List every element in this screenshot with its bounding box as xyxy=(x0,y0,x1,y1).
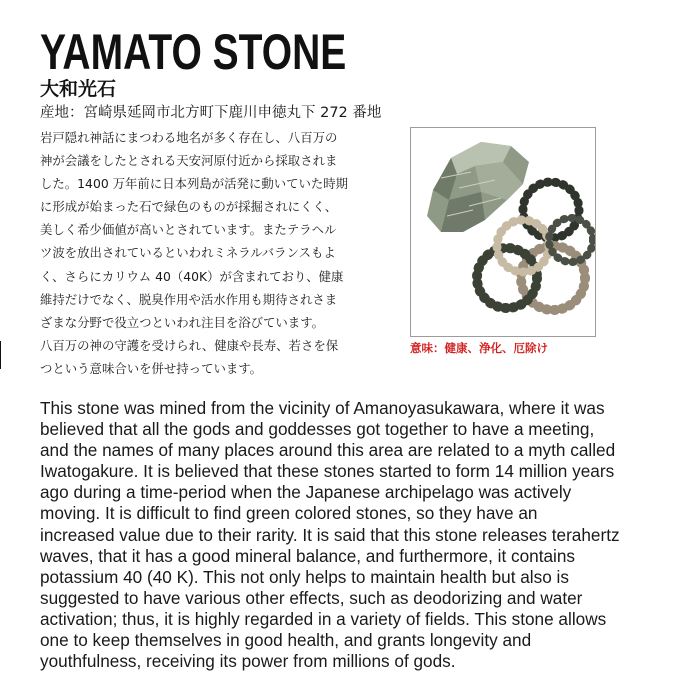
margin-mark xyxy=(0,341,1,369)
japanese-description-line: つという意味合いを併せ持っています。 xyxy=(40,360,263,376)
japanese-description-line: に形成が始まった石で緑色のものが採掘されにくく、 xyxy=(40,199,338,215)
japanese-description-line: ざまな分野で役立つといわれ注目を浴びています。 xyxy=(40,314,324,330)
english-description-line: Iwatogakure. It is believed that these stones started to form 14 million years xyxy=(40,461,615,482)
product-photo xyxy=(410,127,596,337)
stone-and-bracelets-illustration xyxy=(411,128,595,336)
english-description-line: increased value due to their rarity. It is said that this stone releases terahertz xyxy=(40,524,620,545)
japanese-description-line: 神が会議をしたとされる天安河原付近から採取されま xyxy=(40,153,338,169)
english-description-line: potassium 40 (40 K). This not only helps to maintain health but also is xyxy=(40,566,569,587)
english-description-line: This stone was mined from the vicinity of Amanoyasukawara, where it was xyxy=(40,398,605,418)
english-description-line: activation; thus, it is highly regarded in a variety of fields. This stone allows xyxy=(40,608,607,629)
english-description-line: believed that all the gods and goddesses got together to have a meeting, xyxy=(40,419,595,440)
page-title: YAMATO STONE xyxy=(40,24,347,80)
japanese-description-line: 岩戸隠れ神話にまつわる地名が多く存在し、八百万の xyxy=(40,130,338,145)
origin-location: 産地：宮崎県延岡市北方町下鹿川申徳丸下 272 番地 xyxy=(40,105,382,121)
meaning-caption: 意味：健康、浄化、厄除け xyxy=(410,341,548,355)
japanese-description-line: ツ波を放出されているといわれミネラルバランスもよ xyxy=(40,245,336,261)
japanese-description-line: 美しく希少価値が高いとされています。またテラヘル xyxy=(40,222,337,238)
japanese-description-line: 維持だけでなく、脱臭作用や活水作用も期待されさま xyxy=(40,291,338,307)
japanese-description xyxy=(40,126,385,380)
japanese-description-line: 八百万の神の守護を受けられ、健康や長寿、若さを保 xyxy=(40,337,339,353)
japanese-name: 大和光石 xyxy=(40,78,117,100)
japanese-description-line: く、さらにカリウム 40（40K）が含まれており、健康 xyxy=(40,268,344,284)
english-description-line: suggested to have various other effects, such as deodorizing and water xyxy=(40,587,583,608)
english-description-line: youthfulness, receiving its power from millions of gods. xyxy=(40,651,456,672)
english-description-line: and the names of many places around this area are related to a myth called xyxy=(40,440,616,461)
english-description-line: ago during a time-period when the Japanese archipelago was actively xyxy=(40,482,572,503)
english-description xyxy=(40,398,680,672)
english-description-line: one to keep themselves in good health, and grants longevity and xyxy=(40,630,532,651)
japanese-description-line: した。1400 万年前に日本列島が活発に動いていた時期 xyxy=(40,176,349,192)
english-description-line: moving. It is difficult to find green colored stones, so they have an xyxy=(40,503,538,524)
english-description-line: waves, that it has a good mineral balance, and furthermore, it contains xyxy=(40,545,576,566)
